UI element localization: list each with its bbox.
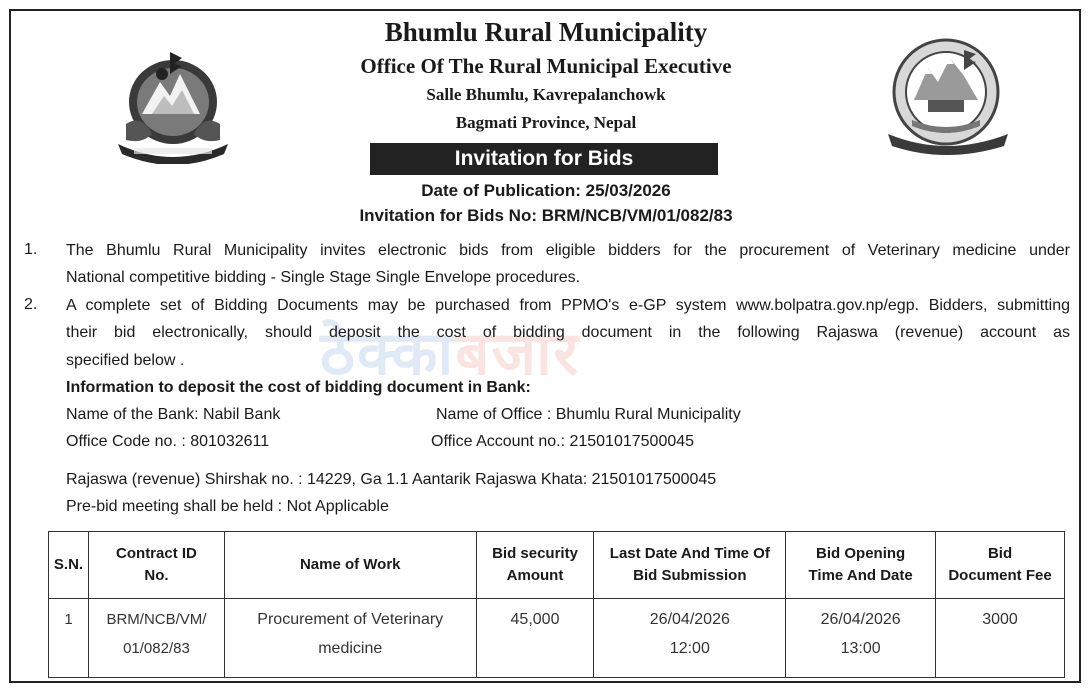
office-code: Office Code no. : 801032611 — [66, 433, 270, 450]
header-contract-id — [88, 532, 224, 599]
header-fee-line-1: Bid — [987, 545, 1013, 562]
cell-contract-line-1: BRM/NCB/VM/ — [106, 611, 207, 628]
cell-contract-line-2: 01/082/83 — [123, 640, 190, 657]
header-contract-line-2: No. — [144, 567, 169, 584]
table-header-row — [49, 532, 1065, 599]
header-contract-line-1: Contract ID — [116, 545, 197, 562]
municipality-name: Bhumlu Rural Municipality — [384, 17, 708, 47]
header-security-line-1: Bid security — [492, 545, 578, 562]
clause-2-line-3: specified below . — [66, 352, 185, 369]
cell-submission-time: 12:00 — [669, 640, 710, 657]
cell-submission-date: 26/04/2026 — [649, 611, 730, 628]
office-address: Salle Bhumlu, Kavrepalanchowk — [426, 85, 666, 104]
bid-table — [48, 531, 1065, 678]
cell-bid-security: 45,000 — [476, 599, 594, 678]
clause-1-line-1: The Bhumlu Rural Municipality invites electronic bids from eligible bidders for the procurement of Veterinary medicine under — [66, 242, 1070, 259]
rajaswa-line: Rajaswa (revenue) Shirshak no. : 14229, Ga 1.1 Aantarik Rajaswa Khata: 21501017500045 — [66, 471, 717, 488]
clause-2-line-1: A complete set of Bidding Documents may be purchased from PPMO's e-GP system www.bolpatra.gov.np/egp. Bidders, submitting — [66, 297, 1070, 314]
clause-2-number: 2. — [24, 296, 38, 313]
clause-2-line-2: their bid electronically, should deposit the cost of bidding document in the following Rajaswa (revenue) account as — [66, 324, 1070, 341]
office-name-field: Name of Office : Bhumlu Rural Municipality — [436, 406, 741, 423]
cell-bid-opening — [786, 599, 936, 678]
header-sn: S.N. — [49, 532, 89, 599]
prebid-meeting: Pre-bid meeting shall be held : Not Applicable — [66, 498, 389, 515]
clause-1-number: 1. — [24, 241, 38, 258]
cell-name-of-work — [224, 599, 476, 678]
table-row — [49, 599, 1065, 678]
header-submission-line-1: Last Date And Time Of — [609, 545, 770, 562]
header-security-line-2: Amount — [506, 567, 564, 584]
header-last-date — [594, 532, 786, 599]
header-bid-security — [476, 532, 594, 599]
cell-work-line-1: Procurement of Veterinary — [257, 611, 444, 628]
watermark-part-1: ठेक्का — [320, 320, 456, 387]
cell-contract-id — [88, 599, 224, 678]
cell-document-fee: 3000 — [936, 599, 1065, 678]
office-name: Office Of The Rural Municipal Executive — [360, 54, 732, 78]
header-opening-line-2: Time And Date — [808, 567, 913, 584]
cell-opening-date: 26/04/2026 — [820, 611, 901, 628]
bank-info-heading: Information to deposit the cost of bidding document in Bank: — [66, 379, 531, 396]
cell-last-date — [594, 599, 786, 678]
cell-sn: 1 — [49, 599, 89, 678]
province-line: Bagmati Province, Nepal — [455, 113, 637, 132]
ifb-number: Invitation for Bids No: BRM/NCB/VM/01/082/83 — [359, 206, 733, 225]
cell-opening-time: 13:00 — [840, 640, 881, 657]
clause-1-line-2: National competitive bidding - Single Stage Single Envelope procedures. — [66, 269, 581, 286]
header-document-fee — [936, 532, 1065, 599]
office-account: Office Account no.: 21501017500045 — [431, 433, 695, 450]
cell-work-line-2: medicine — [318, 640, 383, 657]
header-submission-line-2: Bid Submission — [633, 567, 747, 584]
header-bid-opening — [786, 532, 936, 599]
bank-name: Name of the Bank: Nabil Bank — [66, 406, 281, 423]
header-opening-line-1: Bid Opening — [816, 545, 906, 562]
header-name-of-work: Name of Work — [224, 532, 476, 599]
publication-date: Date of Publication: 25/03/2026 — [421, 181, 671, 200]
watermark-part-2: बजार — [455, 320, 581, 387]
notice-title-banner: Invitation for Bids — [370, 143, 718, 175]
header-fee-line-2: Document Fee — [948, 567, 1052, 584]
